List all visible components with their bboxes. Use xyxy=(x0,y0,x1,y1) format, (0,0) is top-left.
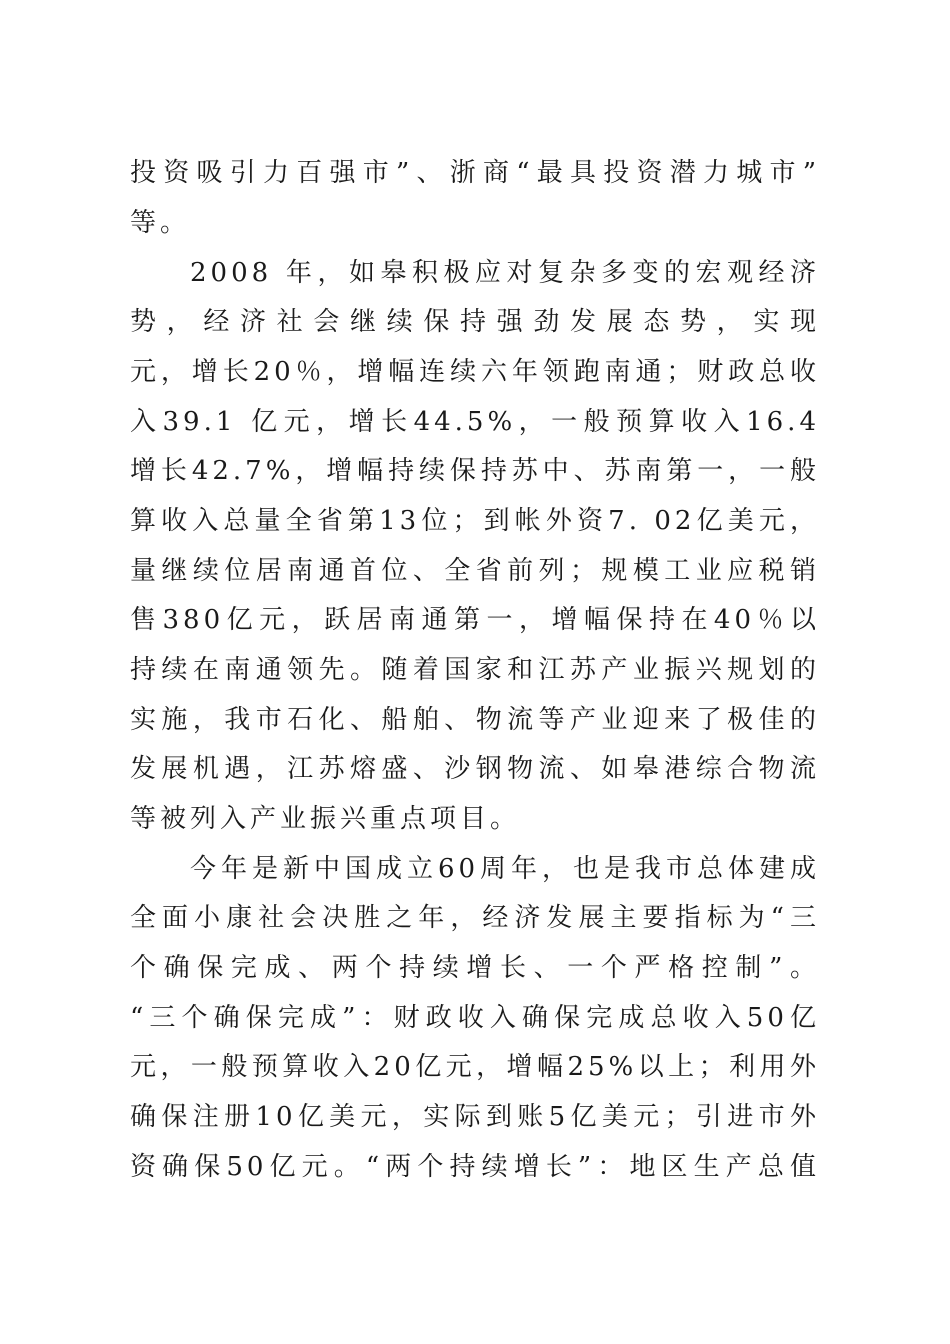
text-line: 增长42.7%，增幅持续保持苏中、苏南第一，一般 xyxy=(130,456,820,486)
text-line: 等。 xyxy=(130,208,191,238)
text-line: 入39.1 亿元，增长44.5%，一般预算收入16.4 xyxy=(130,407,820,437)
text-line: 等被列入产业振兴重点项目。 xyxy=(130,804,521,834)
text-line: 个确保完成、两个持续增长、一个严格控制”。 xyxy=(130,953,820,983)
text-line: 元，一般预算收入20亿元，增幅25%以上；利用外 xyxy=(130,1052,820,1082)
text-line: 势，经济社会继续保持强劲发展态势，实现 xyxy=(130,307,820,337)
text-line: 发展机遇，江苏熔盛、沙钢物流、如皋港综合物流 xyxy=(130,754,820,784)
paragraph-first-line: 今年是新中国成立60周年，也是我市总体建成 xyxy=(190,854,820,884)
text-line: 投资吸引力百强市”、浙商“最具投资潜力城市” xyxy=(130,158,820,188)
text-line: 持续在南通领先。随着国家和江苏产业振兴规划的 xyxy=(130,655,820,685)
text-line: 实施，我市石化、船舶、物流等产业迎来了极佳的 xyxy=(130,705,820,735)
text-line: “三个确保完成”：财政收入确保完成总收入50亿 xyxy=(130,1003,820,1033)
text-line: 量继续位居南通首位、全省前列；规模工业应税销 xyxy=(130,556,820,586)
text-line: 售380亿元，跃居南通第一，增幅保持在40％以 xyxy=(130,605,820,635)
paragraph-first-line: 2008 年，如皋积极应对复杂多变的宏观经济 xyxy=(190,258,820,288)
text-line: 全面小康社会决胜之年，经济发展主要指标为“三 xyxy=(130,903,820,933)
text-line: 元，增长20％，增幅连续六年领跑南通；财政总收 xyxy=(130,357,820,387)
text-line: 算收入总量全省第13位；到帐外资7. 02亿美元， xyxy=(130,506,820,536)
text-line: 资确保50亿元。“两个持续增长”：地区生产总值 xyxy=(130,1152,820,1182)
text-line: 确保注册10亿美元，实际到账5亿美元；引进市外 xyxy=(130,1102,820,1132)
